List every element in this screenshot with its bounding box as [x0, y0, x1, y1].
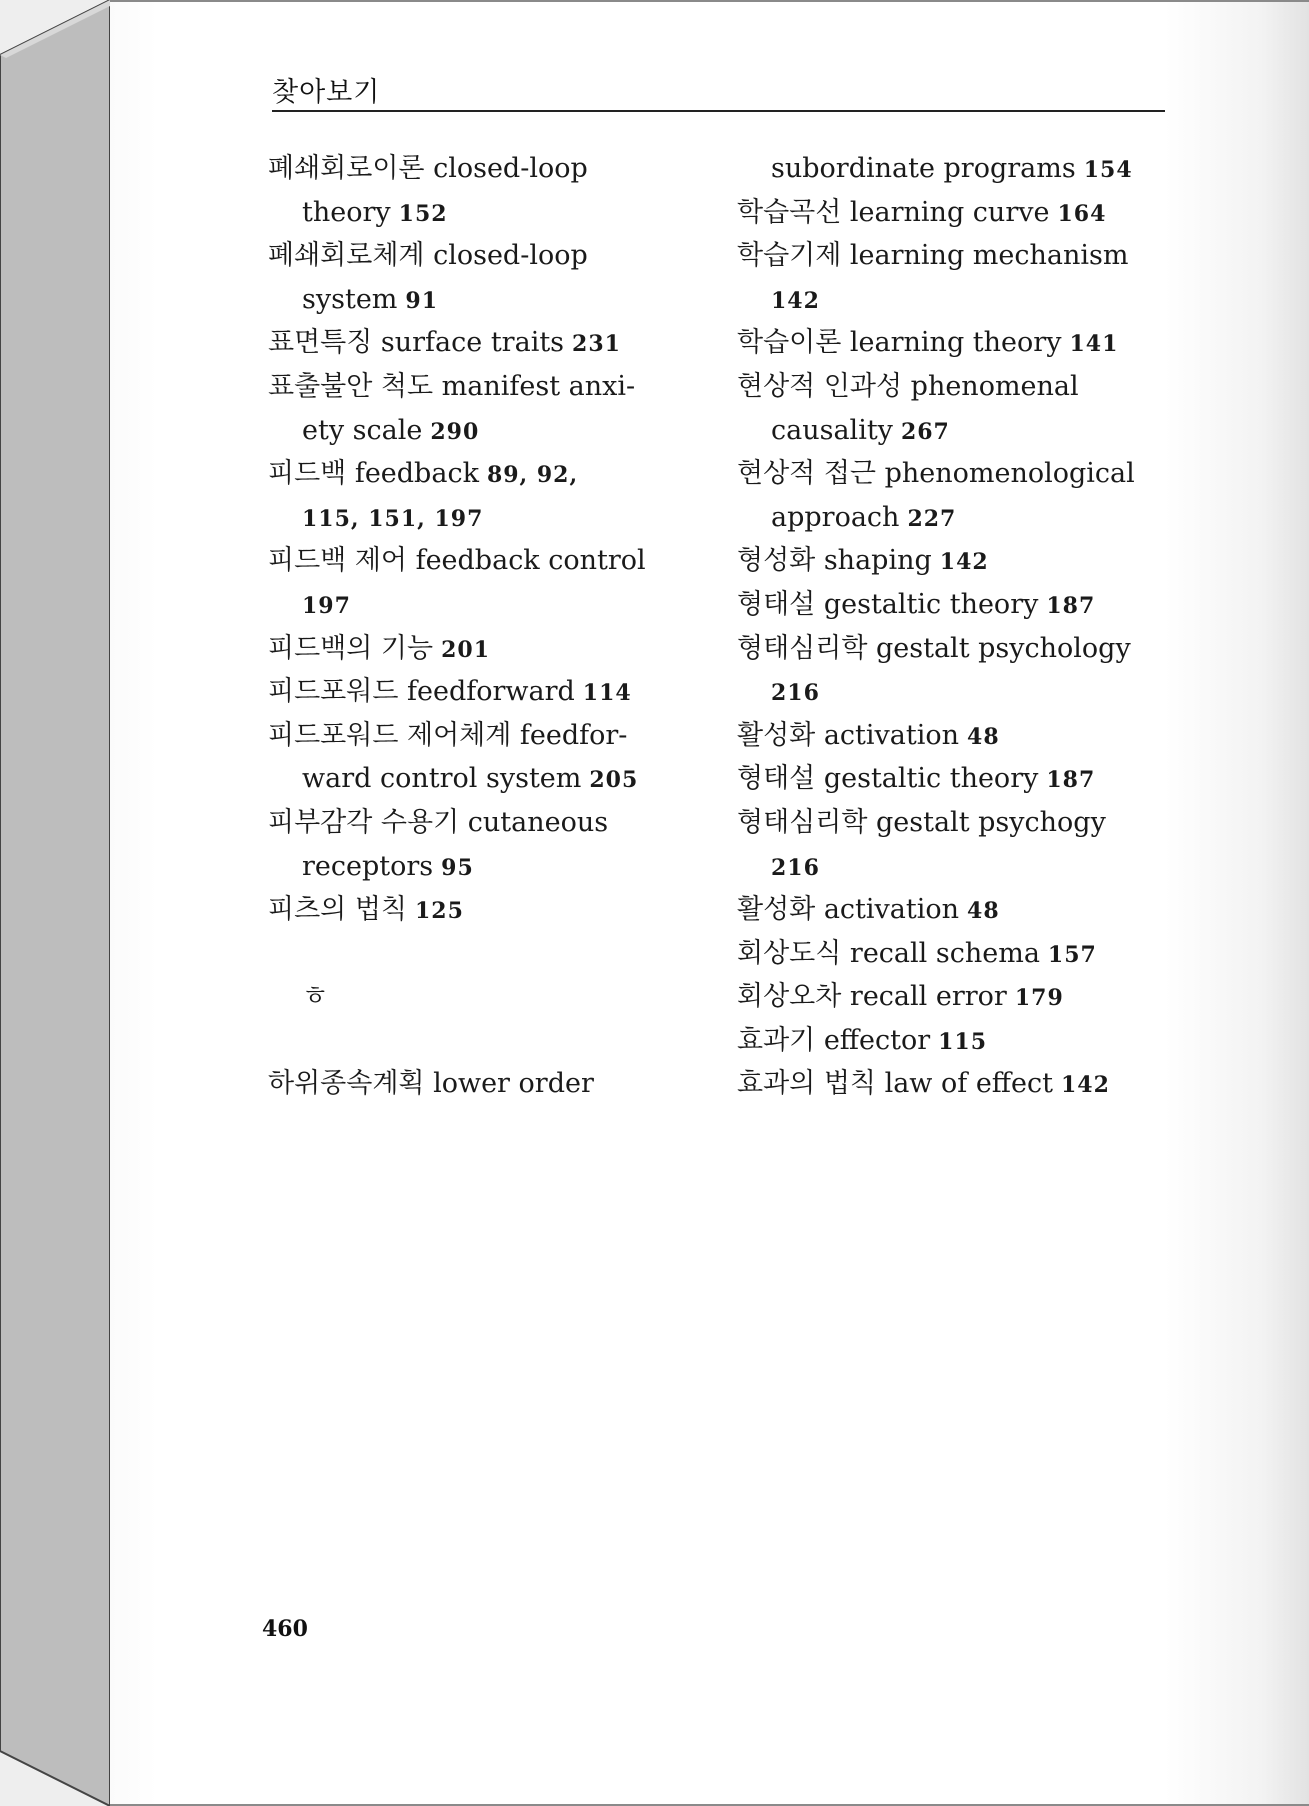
- book-page: [110, 0, 1309, 1806]
- index-entry-line: [268, 147, 718, 191]
- index-page-ref: 216: [771, 854, 820, 881]
- index-entry-line: [737, 321, 1187, 365]
- left-index-column: [268, 147, 718, 1106]
- index-page-ref: 187: [1046, 767, 1096, 794]
- index-entry-line: [737, 539, 1187, 583]
- index-page-ref: 154: [1083, 157, 1133, 183]
- page-number: 460: [262, 1616, 308, 1642]
- index-term: 형태설 gestaltic theory: [737, 763, 1039, 795]
- index-entry-line: [737, 932, 1187, 976]
- index-entry-line: [737, 452, 1187, 496]
- index-entry-line: [268, 452, 718, 496]
- index-entry-line: [737, 975, 1187, 1019]
- index-entry-line: [268, 278, 718, 322]
- section-letter: ㅎ: [302, 981, 329, 1013]
- index-entry-line: [737, 191, 1187, 235]
- book-spine: [0, 0, 110, 1806]
- index-entry-line: [737, 583, 1187, 627]
- index-page-ref: 164: [1057, 200, 1107, 227]
- header-rule: [272, 110, 1165, 112]
- index-page-ref: 114: [582, 680, 632, 707]
- index-term: ety scale: [302, 414, 423, 446]
- index-entry-line: [268, 321, 718, 365]
- index-page-ref: 267: [900, 418, 950, 445]
- index-term: 학습곡선 learning curve: [737, 196, 1050, 228]
- index-term: 효과의 법칙 law of effect: [737, 1068, 1053, 1100]
- index-term: 피드포워드 제어체계 feedfor-: [268, 719, 628, 751]
- index-page-ref: 205: [589, 767, 639, 794]
- index-term: 활성화 activation: [737, 894, 960, 926]
- index-entry-line: [737, 1019, 1187, 1063]
- index-entry-line: [268, 670, 718, 714]
- index-entry-line: [737, 496, 1187, 540]
- index-entry-line: [268, 714, 718, 758]
- index-term: causality: [771, 414, 893, 446]
- index-entry-line: [737, 801, 1187, 845]
- index-entry-line: [268, 888, 718, 932]
- index-entry-line: [268, 539, 718, 583]
- index-page-ref: 290: [430, 418, 480, 445]
- index-page-ref: 91: [405, 287, 439, 314]
- index-term: 회상도식 recall schema: [737, 937, 1040, 969]
- index-term: 피츠의 법칙: [268, 894, 407, 926]
- index-page-ref: 141: [1069, 331, 1119, 358]
- index-entry-line: [268, 845, 718, 889]
- index-page-ref: 187: [1046, 592, 1096, 619]
- index-page-ref: 201: [441, 636, 491, 663]
- index-entry-line: [737, 147, 1187, 191]
- index-page-ref: 115, 151, 197: [302, 505, 484, 532]
- index-term: theory: [302, 196, 391, 228]
- index-term: 형태심리학 gestalt psychology: [737, 632, 1131, 664]
- index-entry-line: [737, 234, 1187, 278]
- index-term: 피드백 feedback: [268, 458, 479, 490]
- index-page-ref: 125: [415, 898, 464, 925]
- index-entry-line: [268, 234, 718, 278]
- index-term: 형태심리학 gestalt psychogy: [737, 806, 1106, 838]
- index-entry-line: [268, 757, 718, 801]
- index-term: 효과기 effector: [737, 1024, 931, 1056]
- index-page-ref: 197: [302, 592, 351, 619]
- index-term: 피드백의 기능: [268, 632, 434, 664]
- index-page-ref: 227: [907, 505, 957, 532]
- index-term: 피부감각 수용기 cutaneous: [268, 806, 609, 838]
- index-entry-line: [268, 365, 718, 409]
- index-term: 피드백 제어 feedback control: [268, 545, 646, 577]
- index-page-ref: 157: [1047, 941, 1097, 968]
- index-term: 피드포워드 feedforward: [268, 676, 575, 708]
- index-page-ref: 48: [967, 898, 1000, 925]
- index-entry-line: [268, 496, 718, 540]
- index-entry-line: [737, 365, 1187, 409]
- index-entry-line: [737, 278, 1187, 322]
- index-term: 폐쇄회로이론 closed-loop: [268, 153, 588, 184]
- index-entry-line: [268, 801, 718, 845]
- index-entry-line: [268, 1062, 718, 1106]
- index-entry-line: [737, 1062, 1187, 1106]
- index-term: 현상적 접근 phenomenological: [737, 458, 1135, 490]
- index-term: ward control system: [302, 763, 582, 795]
- index-page-ref: 142: [771, 287, 820, 314]
- index-term: 현상적 인과성 phenomenal: [737, 370, 1079, 402]
- index-entry-line: [737, 845, 1187, 889]
- index-entry-line: [268, 627, 718, 671]
- index-page-ref: 142: [939, 549, 989, 576]
- index-entry-line: [737, 627, 1187, 671]
- index-term: 폐쇄회로체계 closed-loop: [268, 240, 588, 272]
- index-entry-line: [268, 191, 718, 235]
- index-entry-line: [268, 583, 718, 627]
- index-term: 활성화 activation: [737, 719, 960, 751]
- index-term: 표면특징 surface traits: [268, 327, 565, 359]
- index-page-ref: 142: [1060, 1072, 1110, 1099]
- index-term: subordinate programs: [771, 153, 1076, 184]
- index-page-ref: 48: [967, 723, 1000, 750]
- index-page-ref: 216: [771, 680, 820, 707]
- index-entry-line: [737, 409, 1187, 453]
- index-page-ref: 89, 92,: [486, 462, 579, 489]
- right-index-column: [737, 147, 1187, 1106]
- index-entry-line: [737, 714, 1187, 758]
- index-term: 하위종속계획 lower order: [268, 1068, 594, 1100]
- index-page-ref: 115: [938, 1028, 988, 1055]
- index-term: 학습이론 learning theory: [737, 327, 1062, 359]
- index-page-ref: 152: [398, 200, 448, 227]
- index-term: approach: [771, 501, 900, 533]
- index-entry-line: [737, 757, 1187, 801]
- index-term: 형성화 shaping: [737, 545, 932, 577]
- index-term: system: [302, 283, 398, 315]
- index-entry-line: [737, 670, 1187, 714]
- running-head: 찾아보기: [272, 77, 381, 108]
- index-term: 학습기제 learning mechanism: [737, 240, 1129, 272]
- index-entry-line: [737, 888, 1187, 932]
- index-entry-line: [268, 409, 718, 453]
- index-term: 형태설 gestaltic theory: [737, 588, 1039, 620]
- index-term: receptors: [302, 850, 434, 882]
- index-page-ref: 95: [441, 854, 474, 881]
- index-page-ref: 231: [572, 331, 621, 358]
- index-term: 표출불안 척도 manifest anxi-: [268, 370, 636, 402]
- index-term: 회상오차 recall error: [737, 981, 1007, 1013]
- index-page-ref: 179: [1014, 985, 1064, 1012]
